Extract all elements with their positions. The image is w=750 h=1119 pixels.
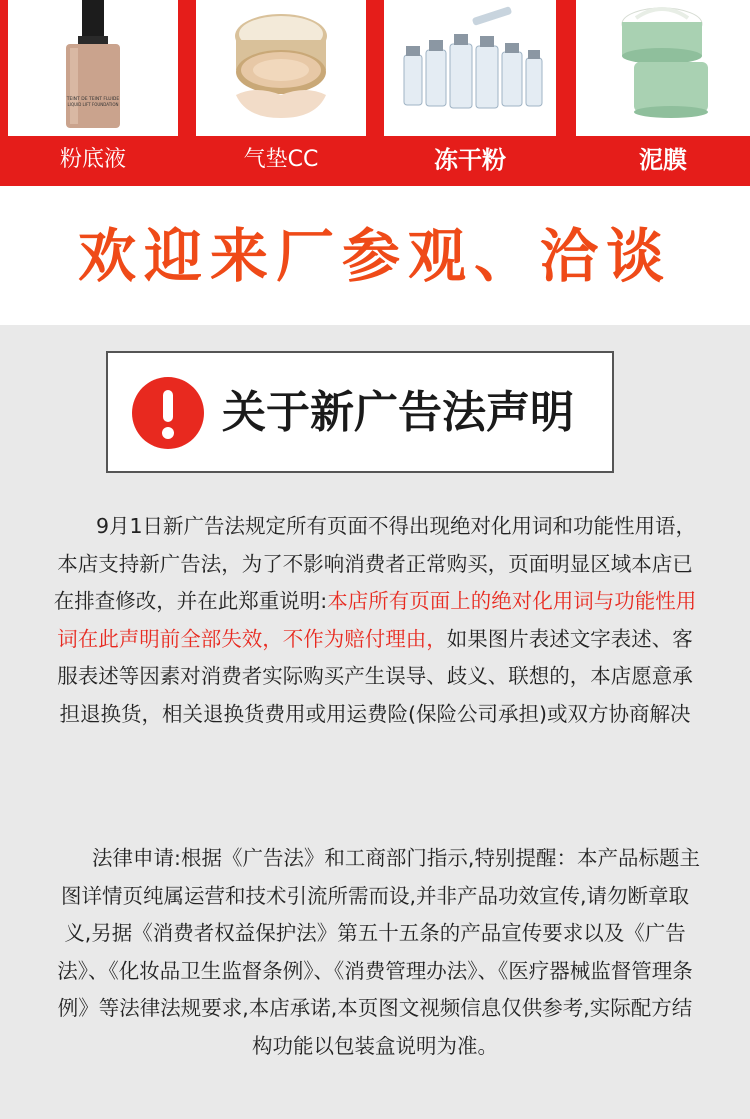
foundation-bottle-image (8, 0, 178, 136)
notice-para1-highlight: 本店所有页面上的绝对化用词与功能性用词在此声明前全部失效，不作为赔付理由， (57, 589, 697, 651)
product-card-vials[interactable] (384, 0, 556, 186)
product-label: 气垫CC (243, 147, 319, 172)
foundation-text-2: LIQUID LIFT FOUNDATION (67, 102, 119, 107)
notice-title: 关于新广告法声明 (222, 387, 574, 438)
notice-para1-intro: 9月1日新广告法规定所有页面不得出现绝对化用词和功能性用语，本店支持新广告法，为了不影响消费者正常购买，页面明显区域本店已在排查修改，并在此郑重说明: (53, 514, 697, 613)
foundation-text-1: TEINT DE TEINT FLUIDE (66, 97, 120, 102)
product-label: 粉底液 (59, 147, 126, 172)
notice-para1-rest: 如果图片表述文字表述、客服表述等因素对消费者实际购买产生误导、歧义、联想的，本店愿意承担退换货，相关退换货费用或用运费险(保险公司承担)或双方协商解决 (57, 626, 693, 726)
product-card-cushion[interactable] (196, 0, 366, 186)
ad-law-notice (0, 325, 750, 1119)
alert-icon (132, 377, 204, 449)
notice-para2-text: 法律申请:根据《广告法》和工商部门指示,特别提醒：本产品标题主图详情页纯属运营和技术引流所需而设,并非产品功效宣传,请勿断章取义,另据《消费者权益保护法》第五十五条的产品宣传要求以及《广告法》、《化妆品卫生监督条例》、《消费管理办法》、《医疗器械监督管理条例》等法律法规要求,本店承诺,本页图文视频信息仅供参考,实际配方结构功能以包装盒说明为准。 (57, 846, 700, 1058)
mud-mask-jar-image (576, 0, 750, 136)
product-label: 泥膜 (639, 146, 687, 174)
product-card-mud-mask[interactable] (576, 0, 750, 186)
notice-paragraph-1 (50, 508, 700, 733)
notice-paragraph-2 (50, 840, 700, 1065)
product-label: 冻干粉 (434, 146, 506, 174)
cushion-compact-image (196, 0, 366, 136)
product-card-foundation[interactable] (8, 0, 178, 186)
vial-set-image (384, 0, 556, 136)
notice-heading-box (106, 351, 614, 473)
welcome-banner (0, 186, 750, 325)
product-strip (0, 0, 750, 186)
welcome-text: 欢迎来厂参观、洽谈 (77, 222, 672, 290)
